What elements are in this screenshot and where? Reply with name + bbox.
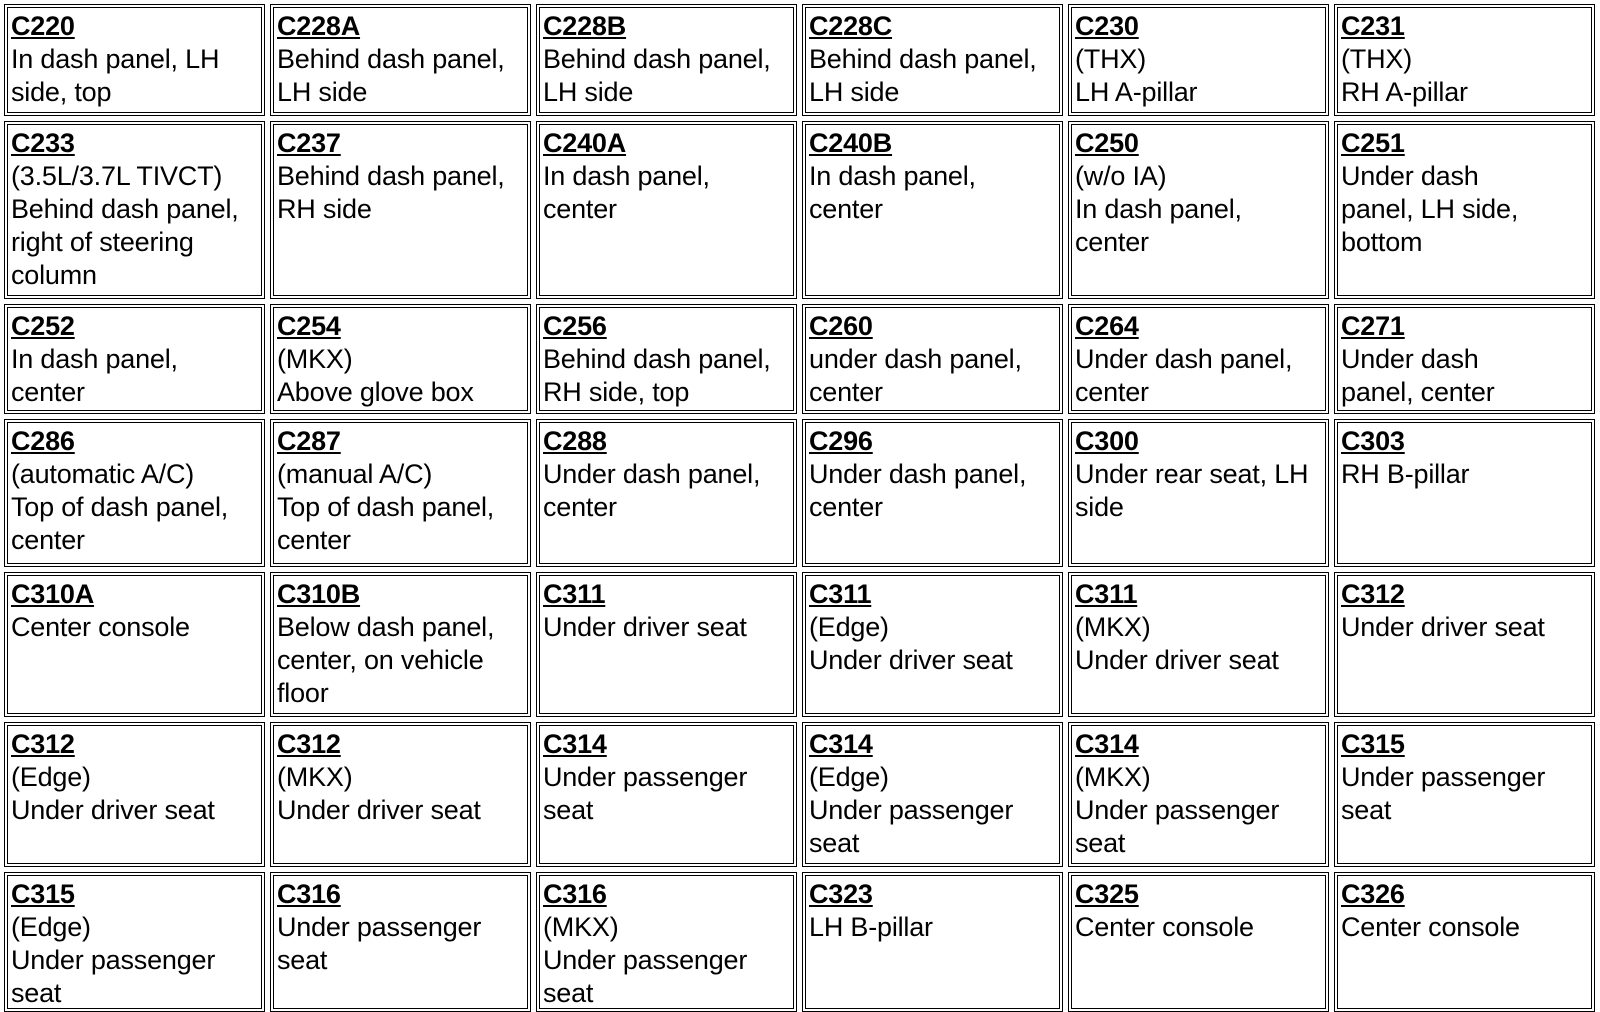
location-text: Under dash panel, bbox=[1075, 344, 1293, 374]
location-text: (3.5L/3.7L TIVCT) bbox=[11, 161, 223, 191]
location-text: Under passenger bbox=[277, 912, 482, 942]
location-text: (Edge) bbox=[11, 762, 91, 792]
location-text: (manual A/C) bbox=[277, 459, 433, 489]
location-text: (MKX) bbox=[1075, 762, 1151, 792]
table-cell bbox=[270, 872, 531, 1012]
location-text: center bbox=[809, 377, 883, 407]
location-text: (automatic A/C) bbox=[11, 459, 195, 489]
table-cell bbox=[536, 121, 797, 299]
location-text: bottom bbox=[1341, 227, 1423, 257]
table-cell bbox=[802, 304, 1063, 414]
connector-code: C228C bbox=[809, 11, 893, 41]
location-text: seat bbox=[11, 978, 62, 1008]
table-cell bbox=[4, 419, 265, 567]
location-text: column bbox=[11, 260, 97, 290]
table-cell bbox=[1068, 572, 1329, 717]
table-cell bbox=[1068, 304, 1329, 414]
connector-code: C233 bbox=[11, 128, 75, 158]
location-text: (THX) bbox=[1075, 44, 1146, 74]
location-text: Under driver seat bbox=[1341, 612, 1545, 642]
connector-code: C237 bbox=[277, 128, 341, 158]
table-cell bbox=[1068, 722, 1329, 867]
location-text: Under dash panel, bbox=[543, 459, 761, 489]
table-cell bbox=[536, 872, 797, 1012]
location-text: center bbox=[809, 194, 883, 224]
location-text: Center console bbox=[1075, 912, 1254, 942]
connector-code: C254 bbox=[277, 311, 341, 341]
location-text: Under passenger bbox=[1341, 762, 1546, 792]
location-text: (Edge) bbox=[809, 612, 889, 642]
location-text: RH B-pillar bbox=[1341, 459, 1470, 489]
table-cell bbox=[1068, 872, 1329, 1012]
location-text: right of steering bbox=[11, 227, 194, 257]
location-text: (MKX) bbox=[543, 912, 619, 942]
table-cell bbox=[1334, 722, 1595, 867]
location-text: (MKX) bbox=[277, 762, 353, 792]
table-cell bbox=[1334, 121, 1595, 299]
connector-location-table bbox=[4, 4, 1595, 1008]
location-text: Under passenger bbox=[543, 762, 748, 792]
location-text: Behind dash panel, bbox=[809, 44, 1037, 74]
table-cell bbox=[4, 121, 265, 299]
location-text: center bbox=[543, 492, 617, 522]
location-text: In dash panel, bbox=[1075, 194, 1242, 224]
connector-code: C231 bbox=[1341, 11, 1405, 41]
location-text: under dash panel, bbox=[809, 344, 1022, 374]
connector-code: C310A bbox=[11, 579, 95, 609]
connector-code: C314 bbox=[809, 729, 873, 759]
connector-code: C300 bbox=[1075, 426, 1139, 456]
location-text: side, top bbox=[11, 77, 112, 107]
location-text: center bbox=[11, 525, 85, 555]
location-text: Above glove box bbox=[277, 377, 474, 407]
connector-code: C250 bbox=[1075, 128, 1139, 158]
location-text: seat bbox=[277, 945, 328, 975]
location-text: In dash panel, bbox=[11, 344, 178, 374]
location-text: LH side bbox=[543, 77, 634, 107]
location-text: (Edge) bbox=[11, 912, 91, 942]
location-text: center bbox=[11, 377, 85, 407]
location-text: Under dash panel, bbox=[809, 459, 1027, 489]
location-text: Under driver seat bbox=[11, 795, 215, 825]
location-text: Top of dash panel, bbox=[11, 492, 229, 522]
location-text: Under dash bbox=[1341, 344, 1479, 374]
table-cell bbox=[536, 304, 797, 414]
location-text: (Edge) bbox=[809, 762, 889, 792]
table-cell bbox=[536, 722, 797, 867]
connector-code: C296 bbox=[809, 426, 873, 456]
location-text: Top of dash panel, bbox=[277, 492, 495, 522]
location-text: center bbox=[543, 194, 617, 224]
connector-code: C256 bbox=[543, 311, 607, 341]
table-cell bbox=[1068, 419, 1329, 567]
table-cell bbox=[4, 572, 265, 717]
location-text: Behind dash panel, bbox=[11, 194, 239, 224]
table-cell bbox=[1334, 4, 1595, 116]
location-text: seat bbox=[543, 795, 594, 825]
location-text: Behind dash panel, bbox=[543, 44, 771, 74]
location-text: In dash panel, bbox=[543, 161, 710, 191]
location-text: center bbox=[1075, 227, 1149, 257]
location-text: (THX) bbox=[1341, 44, 1412, 74]
connector-code: C312 bbox=[277, 729, 341, 759]
location-text: Behind dash panel, bbox=[543, 344, 771, 374]
table-cell bbox=[802, 872, 1063, 1012]
table-cell bbox=[4, 4, 265, 116]
location-text: RH side bbox=[277, 194, 372, 224]
connector-code: C314 bbox=[543, 729, 607, 759]
table-cell bbox=[4, 722, 265, 867]
location-text: Below dash panel, bbox=[277, 612, 495, 642]
location-text: Behind dash panel, bbox=[277, 44, 505, 74]
location-text: panel, center bbox=[1341, 377, 1495, 407]
connector-code: C271 bbox=[1341, 311, 1405, 341]
location-text: side bbox=[1075, 492, 1124, 522]
table-cell bbox=[1068, 4, 1329, 116]
location-text: LH side bbox=[809, 77, 900, 107]
connector-code: C311 bbox=[1075, 579, 1138, 609]
connector-code: C311 bbox=[543, 579, 606, 609]
connector-code: C316 bbox=[277, 879, 341, 909]
location-text: RH side, top bbox=[543, 377, 690, 407]
connector-code: C326 bbox=[1341, 879, 1405, 909]
location-text: center bbox=[1075, 377, 1149, 407]
table-cell bbox=[802, 572, 1063, 717]
connector-code: C316 bbox=[543, 879, 607, 909]
table-cell bbox=[270, 121, 531, 299]
connector-code: C251 bbox=[1341, 128, 1405, 158]
table-cell bbox=[536, 419, 797, 567]
connector-code: C315 bbox=[11, 879, 75, 909]
table-cell bbox=[270, 4, 531, 116]
table-cell bbox=[4, 304, 265, 414]
connector-code: C264 bbox=[1075, 311, 1139, 341]
table-cell bbox=[536, 572, 797, 717]
table-cell bbox=[802, 4, 1063, 116]
connector-code: C240A bbox=[543, 128, 627, 158]
location-text: (MKX) bbox=[277, 344, 353, 374]
table-cell bbox=[270, 722, 531, 867]
location-text: In dash panel, LH bbox=[11, 44, 220, 74]
connector-code: C312 bbox=[11, 729, 75, 759]
table-cell bbox=[1334, 572, 1595, 717]
connector-code: C228B bbox=[543, 11, 627, 41]
location-text: Under passenger bbox=[11, 945, 216, 975]
table-cell bbox=[1334, 304, 1595, 414]
location-text: Center console bbox=[11, 612, 190, 642]
connector-code: C315 bbox=[1341, 729, 1405, 759]
location-text: In dash panel, bbox=[809, 161, 976, 191]
connector-code: C252 bbox=[11, 311, 75, 341]
table-cell bbox=[1334, 419, 1595, 567]
connector-code: C325 bbox=[1075, 879, 1139, 909]
connector-code: C323 bbox=[809, 879, 873, 909]
location-text: Under driver seat bbox=[543, 612, 747, 642]
table-cell bbox=[4, 872, 265, 1012]
table-cell bbox=[1068, 121, 1329, 299]
table-cell bbox=[1334, 872, 1595, 1012]
table-cell bbox=[802, 121, 1063, 299]
location-text: panel, LH side, bbox=[1341, 194, 1519, 224]
location-text: Under passenger bbox=[809, 795, 1014, 825]
location-text: seat bbox=[543, 978, 594, 1008]
table-cell bbox=[802, 419, 1063, 567]
location-text: (MKX) bbox=[1075, 612, 1151, 642]
location-text: LH B-pillar bbox=[809, 912, 933, 942]
location-text: LH A-pillar bbox=[1075, 77, 1198, 107]
connector-code: C303 bbox=[1341, 426, 1405, 456]
location-text: Behind dash panel, bbox=[277, 161, 505, 191]
location-text: Center console bbox=[1341, 912, 1520, 942]
location-text: (w/o IA) bbox=[1075, 161, 1167, 191]
connector-code: C220 bbox=[11, 11, 75, 41]
connector-code: C287 bbox=[277, 426, 341, 456]
location-text: Under driver seat bbox=[1075, 645, 1279, 675]
connector-code: C311 bbox=[809, 579, 872, 609]
location-text: floor bbox=[277, 678, 329, 708]
connector-code: C286 bbox=[11, 426, 75, 456]
connector-code: C312 bbox=[1341, 579, 1405, 609]
location-text: Under driver seat bbox=[277, 795, 481, 825]
location-text: Under rear seat, LH bbox=[1075, 459, 1309, 489]
table-cell bbox=[802, 722, 1063, 867]
connector-code: C230 bbox=[1075, 11, 1139, 41]
location-text: Under passenger bbox=[543, 945, 748, 975]
location-text: Under dash bbox=[1341, 161, 1479, 191]
location-text: center bbox=[277, 525, 351, 555]
connector-code: C240B bbox=[809, 128, 893, 158]
table-cell bbox=[536, 4, 797, 116]
location-text: LH side bbox=[277, 77, 368, 107]
location-text: Under driver seat bbox=[809, 645, 1013, 675]
table-cell bbox=[270, 419, 531, 567]
connector-code: C288 bbox=[543, 426, 607, 456]
location-text: seat bbox=[809, 828, 860, 858]
location-text: RH A-pillar bbox=[1341, 77, 1468, 107]
location-text: seat bbox=[1341, 795, 1392, 825]
connector-code: C228A bbox=[277, 11, 361, 41]
location-text: Under passenger bbox=[1075, 795, 1280, 825]
connector-code: C310B bbox=[277, 579, 361, 609]
location-text: center, on vehicle bbox=[277, 645, 484, 675]
connector-code: C314 bbox=[1075, 729, 1139, 759]
table-cell bbox=[270, 572, 531, 717]
connector-code: C260 bbox=[809, 311, 873, 341]
location-text: seat bbox=[1075, 828, 1126, 858]
table-cell bbox=[270, 304, 531, 414]
location-text: center bbox=[809, 492, 883, 522]
